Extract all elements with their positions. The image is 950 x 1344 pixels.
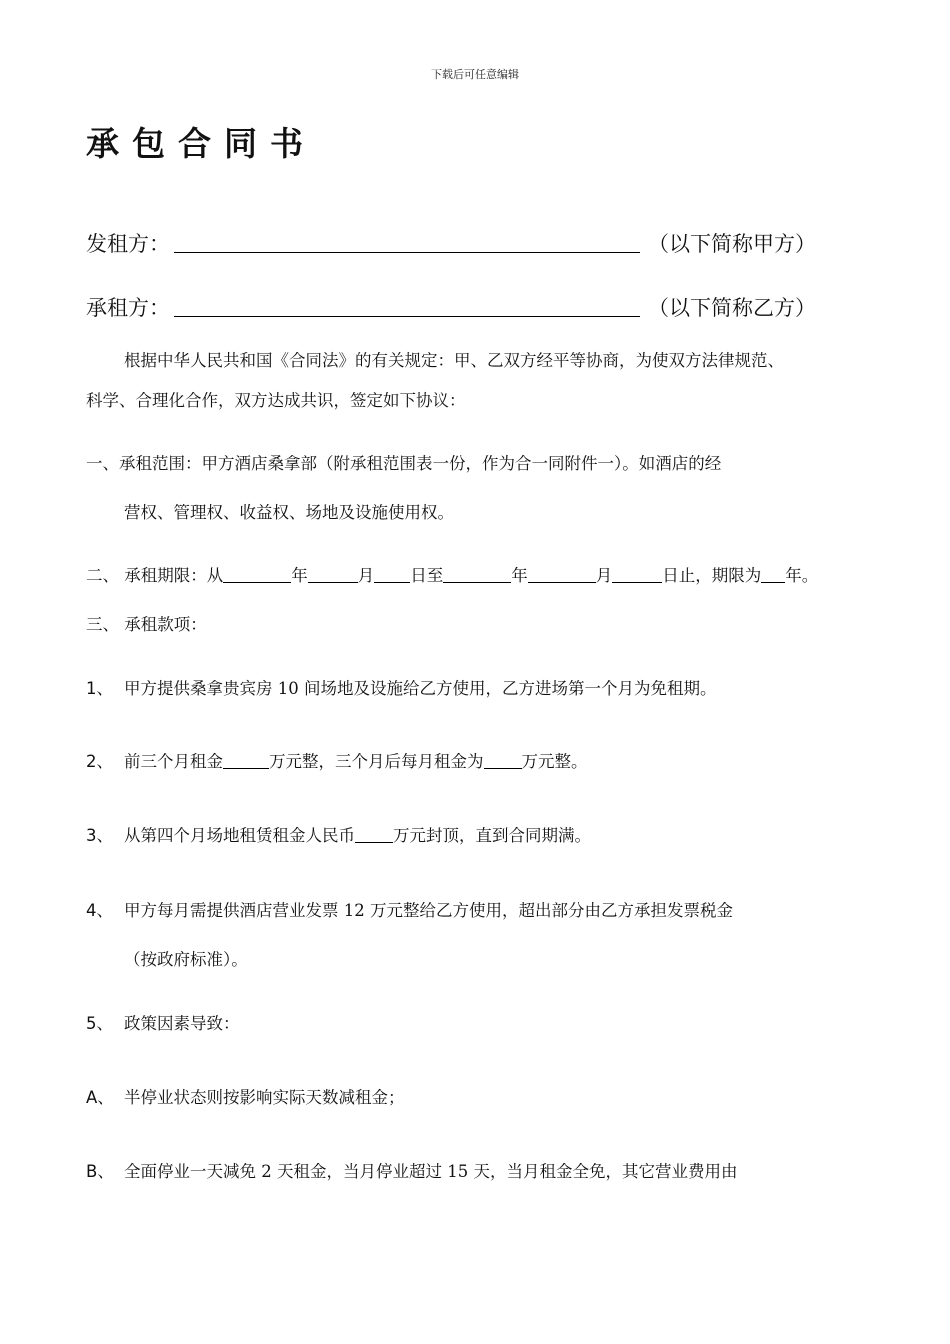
intro-line-1: 根据中华人民共和国《合同法》的有关规定：甲、乙双方经平等协商，为使双方法律规范、 [124,351,784,370]
item-text: 全面停业一天减免 2 天租金，当月停业超过 15 天，当月租金全免，其它营业费用由 [124,1162,738,1181]
item-4-line-2: （按政府标准）。 [124,950,248,969]
item-number: B、 [86,1162,114,1181]
item-text: 从第四个月场地租赁租金人民币 [124,826,355,845]
section3-label: 三、 承租款项： [86,615,207,634]
lessee-row [86,292,816,322]
document-title: 承包合同书 [86,124,316,163]
section1-line-2: 营权、管理权、收益权、场地及设施使用权。 [124,503,454,522]
year-label: 年 [511,566,528,585]
item-number: 3、 [86,826,113,845]
item-5 [86,1010,240,1034]
item-number: 4、 [86,901,113,920]
item-b [86,1158,737,1182]
item-number: 5、 [86,1014,113,1033]
lessee-label: 承租方： [86,296,170,320]
section1-line-1: 一、承租范围：甲方酒店桑拿部（附承租范围表一份，作为合一同附件一）。如酒店的经 [86,454,722,473]
lessor-label: 发租方： [86,232,170,256]
section2-term [86,562,818,586]
item-text: 万元整。 [521,752,588,771]
lessor-suffix: （以下简称甲方） [648,232,816,256]
start-year-blank [223,566,291,583]
item-a [86,1084,405,1108]
item-2 [86,748,588,772]
rent-monthly-blank [484,752,522,769]
item-number: 2、 [86,752,113,771]
rent-cap-blank [355,826,393,843]
year-end-label: 年。 [785,566,819,585]
lessee-suffix: （以下简称乙方） [648,296,816,320]
lessor-row [86,228,816,258]
item-3 [86,822,591,846]
item-text: 万元封顶，直到合同期满。 [393,826,591,845]
lessee-blank [174,294,640,317]
item-text: 前三个月租金 [124,752,223,771]
end-month-blank [528,566,596,583]
item-text: 甲方提供桑拿贵宾房 10 间场地及设施给乙方使用，乙方进场第一个月为免租期。 [124,679,717,698]
month-label: 月 [595,566,613,585]
term-years-blank [761,566,785,583]
item-number: 1、 [86,679,113,698]
item-text: 政策因素导致： [124,1014,240,1033]
section2-prefix: 二、 承租期限：从 [86,566,224,585]
item-text: 万元整，三个月后每月租金为 [269,752,484,771]
item-4 [86,897,733,921]
page-header: 下载后可任意编辑 [431,68,519,81]
year-label: 年 [291,566,308,585]
item-number: A、 [86,1088,114,1107]
end-year-blank [443,566,511,583]
start-day-blank [374,566,410,583]
day-end-label: 日止，期限为 [662,566,762,585]
intro-line-2: 科学、合理化合作，双方达成共识，签定如下协议： [86,391,466,410]
lessor-blank [174,230,640,253]
start-month-blank [308,566,358,583]
end-day-blank [612,566,662,583]
item-text: 甲方每月需提供酒店营业发票 12 万元整给乙方使用，超出部分由乙方承担发票税金 [124,901,733,920]
day-to-label: 日至 [410,566,444,585]
month-label: 月 [357,566,375,585]
rent-first-months-blank [223,752,269,769]
item-text: 半停业状态则按影响实际天数减租金； [124,1088,405,1107]
item-1 [86,675,717,699]
